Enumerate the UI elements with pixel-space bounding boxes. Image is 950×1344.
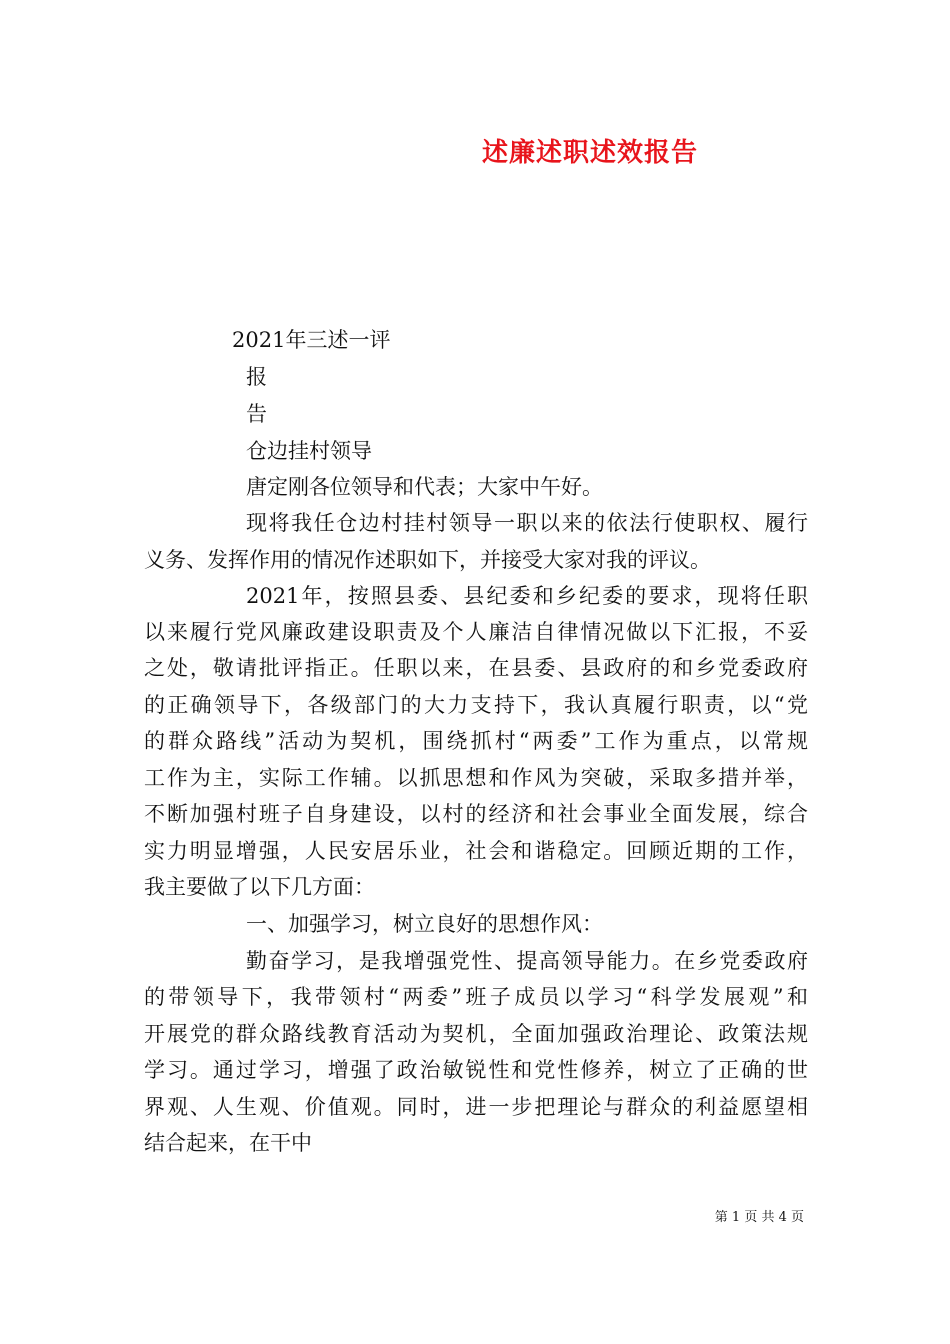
paragraph-line: 之处，敬请批评指正。任职以来，在县委、县政府的和乡党委政府 (144, 656, 808, 680)
paragraph-line: 以来履行党风廉政建设职责及个人廉洁自律情况做以下汇报，不妥 (144, 620, 808, 644)
paragraph-line: 的群众路线”活动为契机，围绕抓村“两委”工作为重点，以常规 (144, 729, 808, 753)
paragraph-line: 的正确领导下，各级部门的大力支持下，我认真履行职责，以“党 (144, 693, 808, 717)
paragraph-line: 2021年，按照县委、县纪委和乡纪委的要求，现将任职 (246, 584, 808, 608)
greeting: 唐定刚各位领导和代表；大家中午好。 (246, 475, 603, 499)
paragraph-line: 学习。通过学习，增强了政治敏锐性和党性修养，树立了正确的世 (144, 1058, 808, 1082)
paragraph-line: 现将我任仓边村挂村领导一职以来的依法行使职权、履行 (246, 511, 808, 535)
paragraph-line: 实力明显增强，人民安居乐业，社会和谐稳定。回顾近期的工作， (144, 839, 808, 863)
document-title: 述廉述职述效报告 (481, 138, 698, 168)
paragraph-line: 的带领导下，我带领村“两委”班子成员以学习“科学发展观”和 (144, 985, 808, 1009)
page-footer: 第 1 页 共 4 页 (714, 1210, 804, 1225)
paragraph-line: 开展党的群众路线教育活动为契机，全面加强政治理论、政策法规 (144, 1022, 808, 1046)
paragraph-line: 工作为主，实际工作辅。以抓思想和作风为突破，采取多措并举， (144, 766, 808, 790)
cover-year-line: 2021年三述一评 (232, 328, 391, 352)
paragraph-line: 我主要做了以下几方面： (144, 875, 375, 899)
cover-char-bao: 报 (246, 365, 267, 389)
cover-role: 仓边挂村领导 (246, 439, 372, 463)
cover-char-gao: 告 (246, 402, 267, 426)
paragraph-line: 不断加强村班子自身建设，以村的经济和社会事业全面发展，综合 (144, 802, 808, 826)
paragraph-line: 义务、发挥作用的情况作述职如下，并接受大家对我的评议。 (144, 548, 711, 572)
section-heading-1: 一、加强学习，树立良好的思想作风： (246, 912, 603, 936)
paragraph-line: 勤奋学习，是我增强党性、提高领导能力。在乡党委政府 (246, 949, 808, 973)
paragraph-line: 结合起来，在干中 (144, 1131, 312, 1155)
paragraph-line: 界观、人生观、价值观。同时，进一步把理论与群众的利益愿望相 (144, 1095, 808, 1119)
